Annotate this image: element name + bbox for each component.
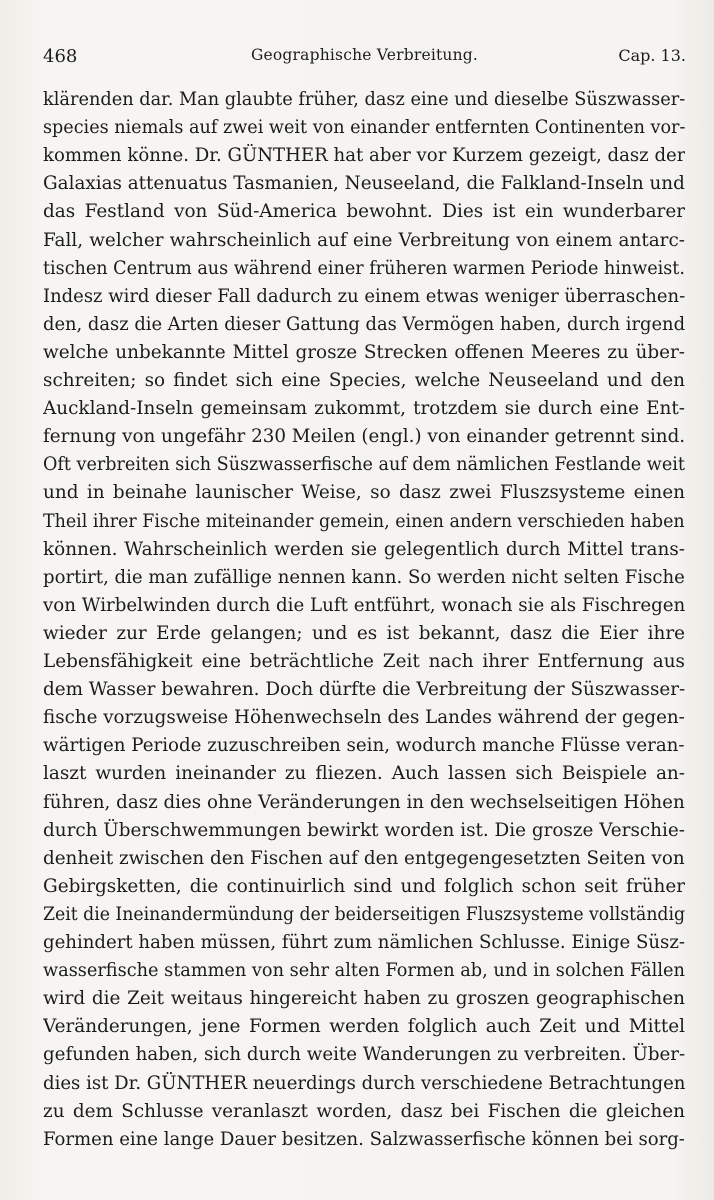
text-line: durch Überschwemmungen bewirkt worden ist. Die grosze Verschie- [43,819,685,841]
text-line: führen, dasz dies ohne Veränderungen in den wechselseitigen Höhen [43,791,685,813]
text-line: tischen Centrum aus während einer früheren warmen Periode hinweist. [43,257,685,279]
text-line: wasserfische stammen von sehr alten Formen ab, und in solchen Fällen [43,960,685,982]
text-line: denheit zwischen den Fischen auf den entgegengesetzten Seiten von [43,847,685,869]
text-line: wärtigen Periode zuzuschreiben sein, wodurch manche Flüsse veran- [43,735,685,757]
text-line: Auckland-Inseln gemeinsam zukommt, trotzdem sie durch eine Ent- [43,398,685,420]
text-line: species niemals auf zwei weit von einander entfernten Continenten vor- [43,117,686,139]
text-line: zu dem Schlusse veranlaszt worden, dasz bei Fischen die gleichen [43,1100,685,1122]
text-line: Theil ihrer Fische miteinander gemein, einen andern verschieden haben [43,510,685,532]
text-line: schreiten; so findet sich eine Species, welche Neuseeland und den [43,370,685,391]
text-line: kommen könne. Dr. GÜNTHER hat aber vor Kurzem gezeigt, dasz der [43,145,686,167]
text-line: Indesz wird dieser Fall dadurch zu einem etwas weniger überraschen- [43,285,686,307]
text-line: welche unbekannte Mittel grosze Strecken offenen Meeres zu über- [43,341,685,363]
text-line: Gebirgsketten, die continuirlich sind und folglich schon seit früher [43,875,685,897]
text-line: Galaxias attenuatus Tasmanien, Neuseeland, die Falkland-Inseln und [43,173,685,195]
text-line: das Festland von Süd-America bewohnt. Dies ist ein wunderbarer [43,201,685,223]
text-line: den, dasz die Arten dieser Gattung das Vermögen haben, durch irgend [43,313,685,335]
text-line: Lebensfähigkeit eine beträchtliche Zeit nach ihrer Entfernung aus [43,651,685,672]
text-line: klärenden dar. Man glaubte früher, dasz eine und dieselbe Süszwasser- [43,89,686,110]
text-line: laszt wurden ineinander zu fliezen. Auch lassen sich Beispiele an- [43,763,685,785]
text-line: dem Wasser bewahren. Doch dürfte die Verbreitung der Süszwasser- [43,679,686,701]
chapter-label: Cap. 13. [618,46,686,65]
text-line: und in beinahe launischer Weise, so dasz zwei Fluszsysteme einen [43,482,685,504]
text-line: wieder zur Erde gelangen; und es ist bekannt, dasz die Eier ihre [43,622,685,644]
text-line: wird die Zeit weitaus hingereicht haben zu groszen geographischen [43,988,685,1010]
text-line: können. Wahrscheinlich werden sie gelegentlich durch Mittel trans- [43,538,685,560]
text-line: Zeit die Ineinandermündung der beiderseitigen Fluszsysteme vollständig [43,903,686,925]
text-line: gefunden haben, sich durch weite Wanderungen zu verbreiten. Über- [43,1044,685,1066]
running-title: Geographische Verbreitung. [250,46,479,64]
text-line: gehindert haben müssen, führt zum nämlichen Schlusse. Einige Süsz- [43,932,685,953]
text-line: Veränderungen, jene Formen werden folglich auch Zeit und Mittel [43,1016,685,1038]
text-line: Formen eine lange Dauer besitzen. Salzwasserfische können bei sorg- [43,1128,685,1150]
text-line: fische vorzugsweise Höhenwechseln des Landes während der gegen- [43,707,685,729]
page-header [43,46,686,72]
text-line: von Wirbelwinden durch die Luft entführt, wonach sie als Fischregen [43,594,685,616]
text-line: Fall, welcher wahrscheinlich auf eine Verbreitung von einem antarc- [43,229,685,251]
page-number: 468 [43,46,78,67]
text-line: Oft verbreiten sich Süszwasserfische auf dem nämlichen Festlande weit [43,454,685,476]
text-line: dies ist Dr. GÜNTHER neuerdings durch verschiedene Betrachtungen [43,1072,686,1094]
text-line: fernung von ungefähr 230 Meilen (engl.) von einander getrennt sind. [43,426,685,448]
text-line: portirt, die man zufällige nennen kann. So werden nicht selten Fische [43,566,685,588]
